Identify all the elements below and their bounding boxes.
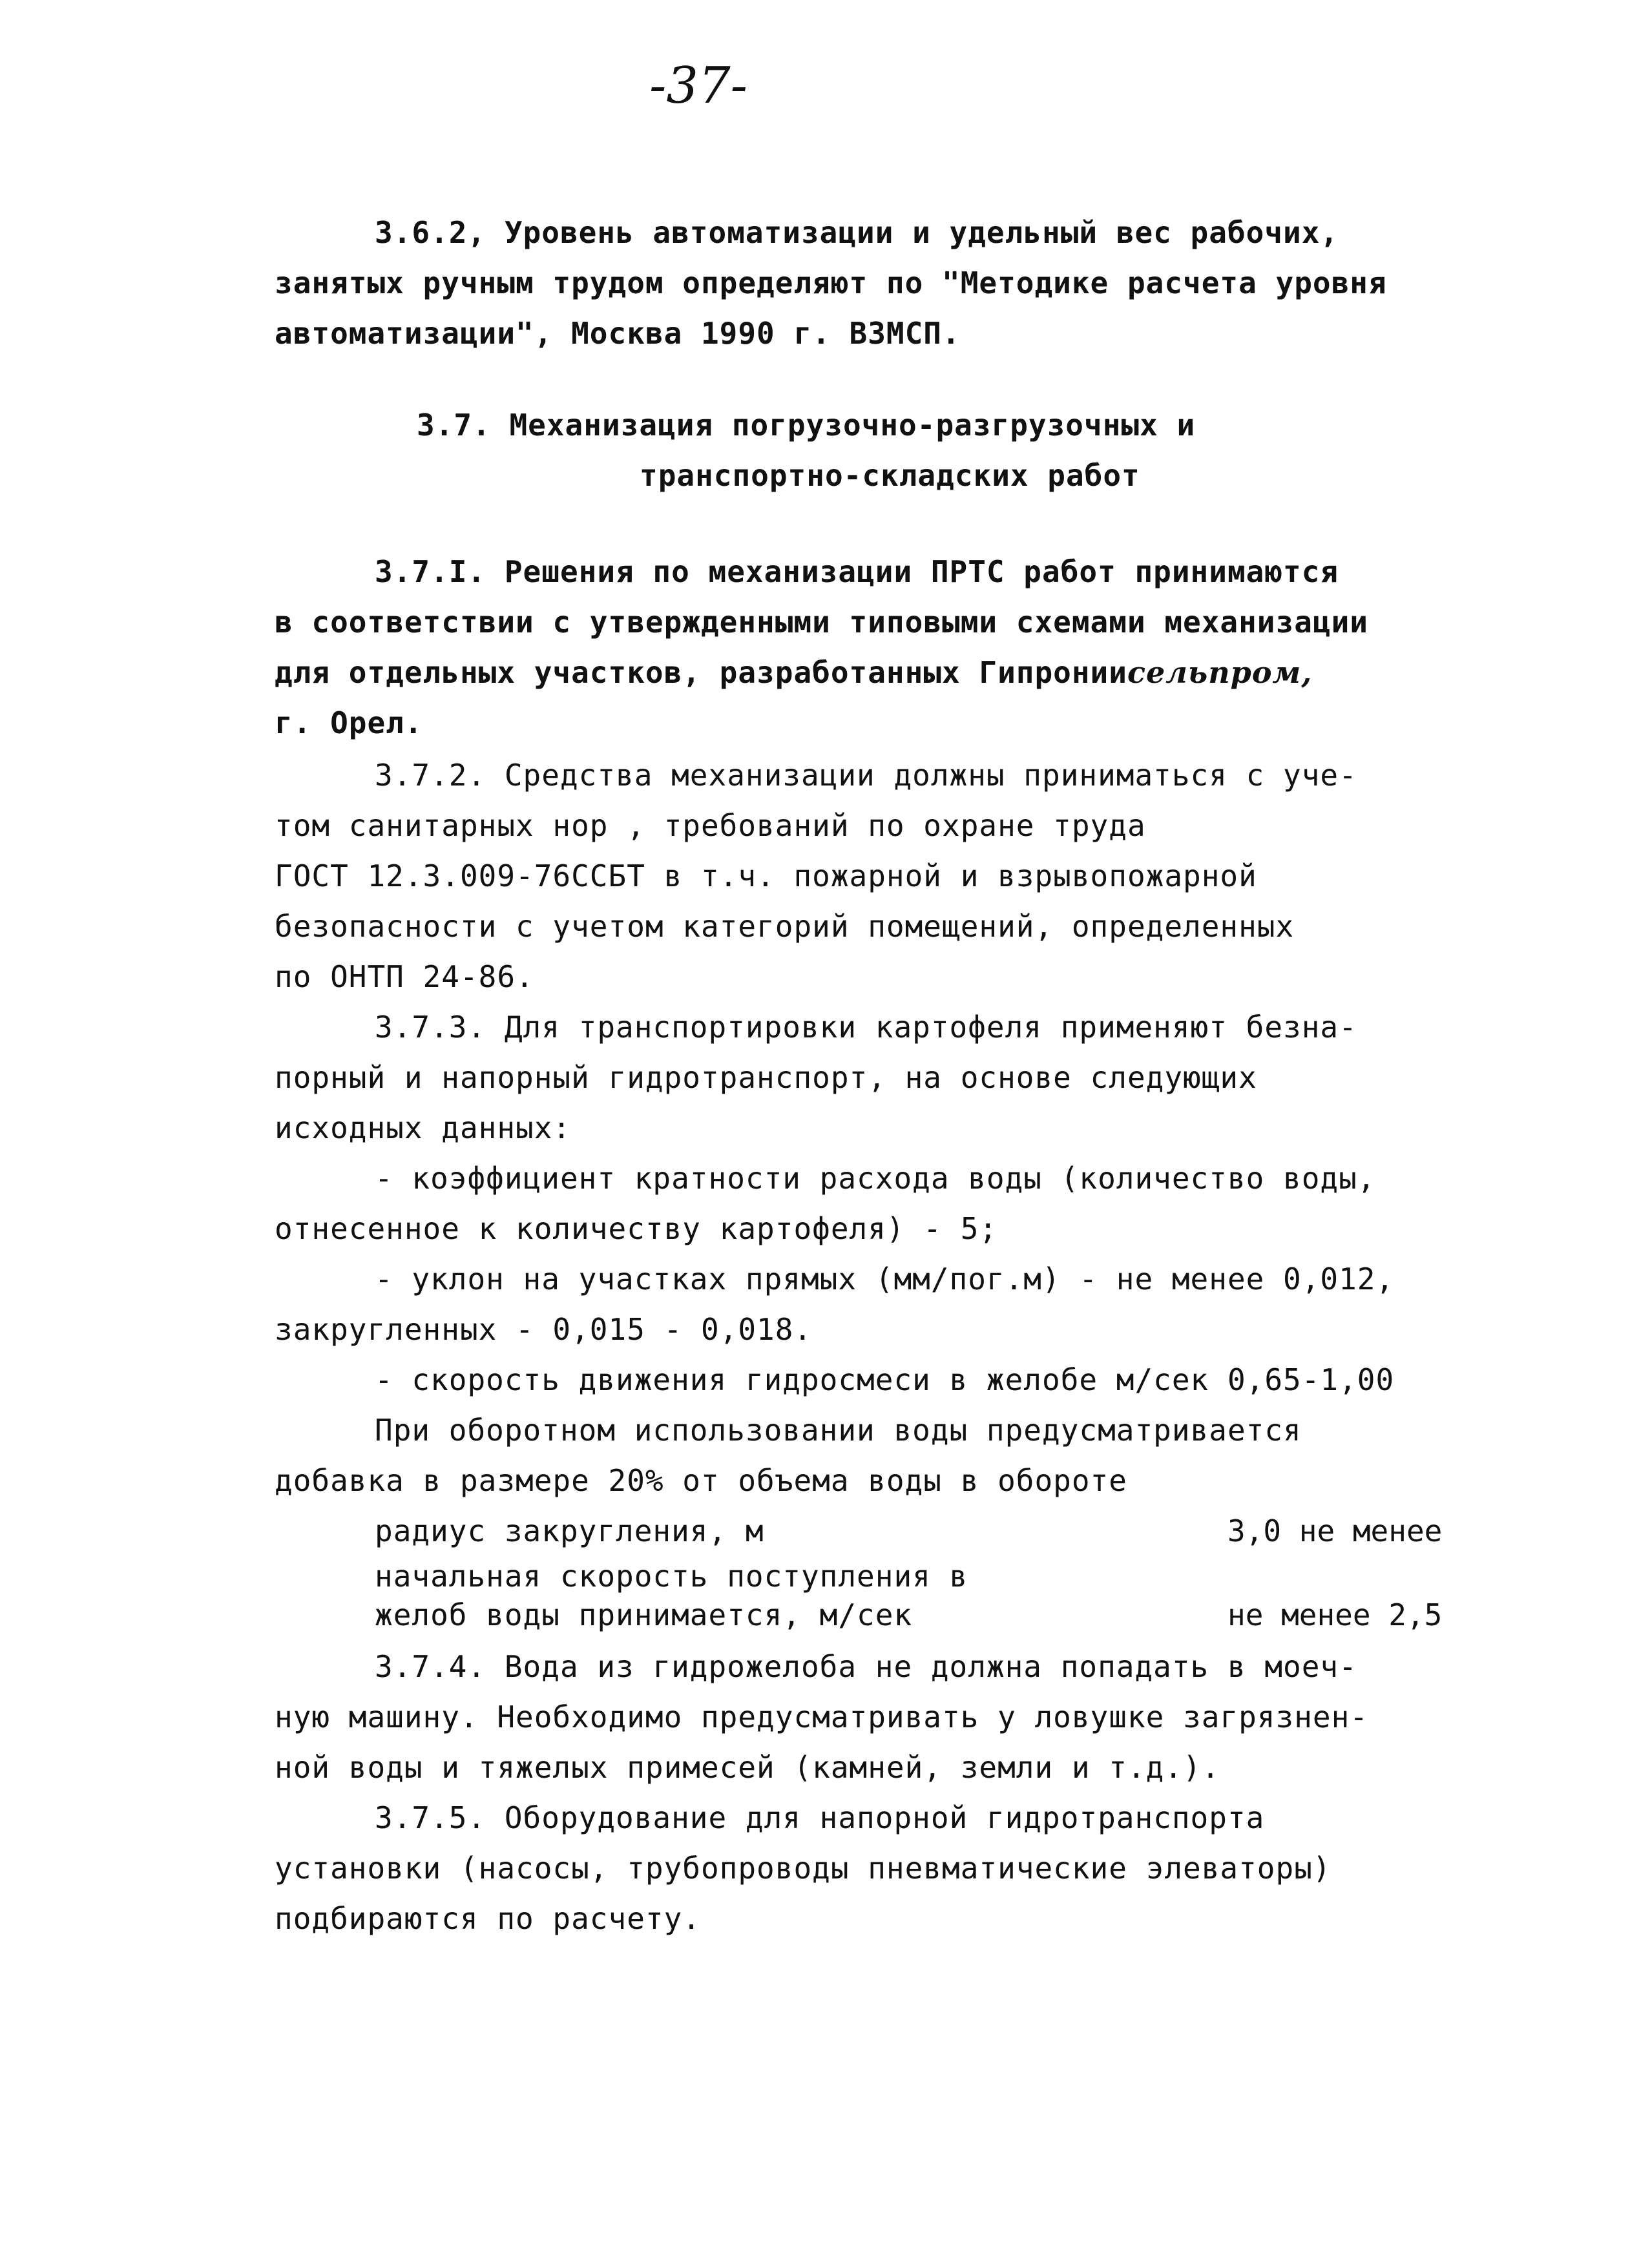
section-374-line-3: ной воды и тяжелых примесей (камней, земли и т.д.).	[275, 1750, 1220, 1785]
section-37-heading-line-2: транспортно-складских работ	[640, 458, 1140, 493]
section-373-line-5: отнесенное к количеству картофеля) - 5;	[275, 1211, 998, 1246]
section-362-line-1: 3.6.2, Уровень автоматизации и удельный вес рабочих,	[375, 215, 1339, 250]
section-373-line-2: порный и напорный гидротранспорт, на основе следующих	[275, 1060, 1257, 1095]
section-372-line-2: том санитарных нор , требований по охране труда	[275, 808, 1146, 843]
section-37-heading-line-1: 3.7. Механизация погрузочно-разгрузочных и	[417, 408, 1196, 442]
section-373-line-6: - уклон на участках прямых (мм/пог.м) - не менее 0,012,	[375, 1262, 1395, 1296]
section-373-line-1: 3.7.3. Для транспортировки картофеля применяют безна-	[375, 1010, 1357, 1045]
section-372-line-3: ГОСТ 12.3.009-76ССБТ в т.ч. пожарной и взрывопожарной	[275, 858, 1257, 893]
param-label-radius: радиус закругления, м	[375, 1514, 764, 1548]
section-374-line-2: ную машину. Необходимо предусматривать у ловушке загрязнен-	[275, 1700, 1368, 1734]
section-371-line-3: для отдельных участков, разработанных Гипрониисельпром,	[275, 655, 1313, 690]
param-value-radius: 3,0 не менее	[1227, 1514, 1443, 1548]
section-373-line-10: добавка в размере 20% от объема воды в обороте	[275, 1463, 1127, 1498]
param-value-water-speed: не менее 2,5	[1227, 1597, 1443, 1632]
section-373-line-4: - коэффициент кратности расхода воды (количество воды,	[375, 1161, 1376, 1196]
section-372-line-4: безопасности с учетом категорий помещений, определенных	[275, 909, 1295, 944]
param-label-initial-speed: начальная скорость поступления в	[375, 1559, 968, 1594]
section-372-line-5: по ОНТП 24-86.	[275, 959, 534, 994]
section-373-line-9: При оборотном использовании воды предусматривается	[375, 1413, 1302, 1448]
page-number: -37-	[649, 57, 747, 115]
section-373-line-3: исходных данных:	[275, 1110, 572, 1145]
section-372-line-1: 3.7.2. Средства механизации должны приниматься с уче-	[375, 758, 1357, 793]
section-373-line-7: закругленных - 0,015 - 0,018.	[275, 1312, 813, 1347]
section-371-line-4: г. Орел.	[275, 705, 423, 740]
handwritten-annotation: сельпром,	[1127, 655, 1313, 690]
section-375-line-1: 3.7.5. Оборудование для напорной гидротранспорта	[375, 1800, 1265, 1835]
section-375-line-2: установки (насосы, трубопроводы пневматические элеваторы)	[275, 1851, 1331, 1886]
section-373-line-8: - скорость движения гидросмеси в желобе м/сек 0,65-1,00	[375, 1362, 1395, 1397]
section-371-line-2: в соответствии с утвержденными типовыми схемами механизации	[275, 605, 1368, 640]
section-362-line-3: автоматизации", Москва 1990 г. ВЗМСП.	[275, 316, 961, 351]
section-374-line-1: 3.7.4. Вода из гидрожелоба не должна попадать в моеч-	[375, 1649, 1357, 1684]
param-label-water-speed: желоб воды принимается, м/сек	[375, 1597, 913, 1632]
section-375-line-3: подбираются по расчету.	[275, 1901, 701, 1936]
section-362-line-2: занятых ручным трудом определяют по "Методике расчета уровня	[275, 265, 1387, 300]
section-371-line-1: 3.7.I. Решения по механизации ПРТС работ принимаются	[375, 554, 1339, 589]
